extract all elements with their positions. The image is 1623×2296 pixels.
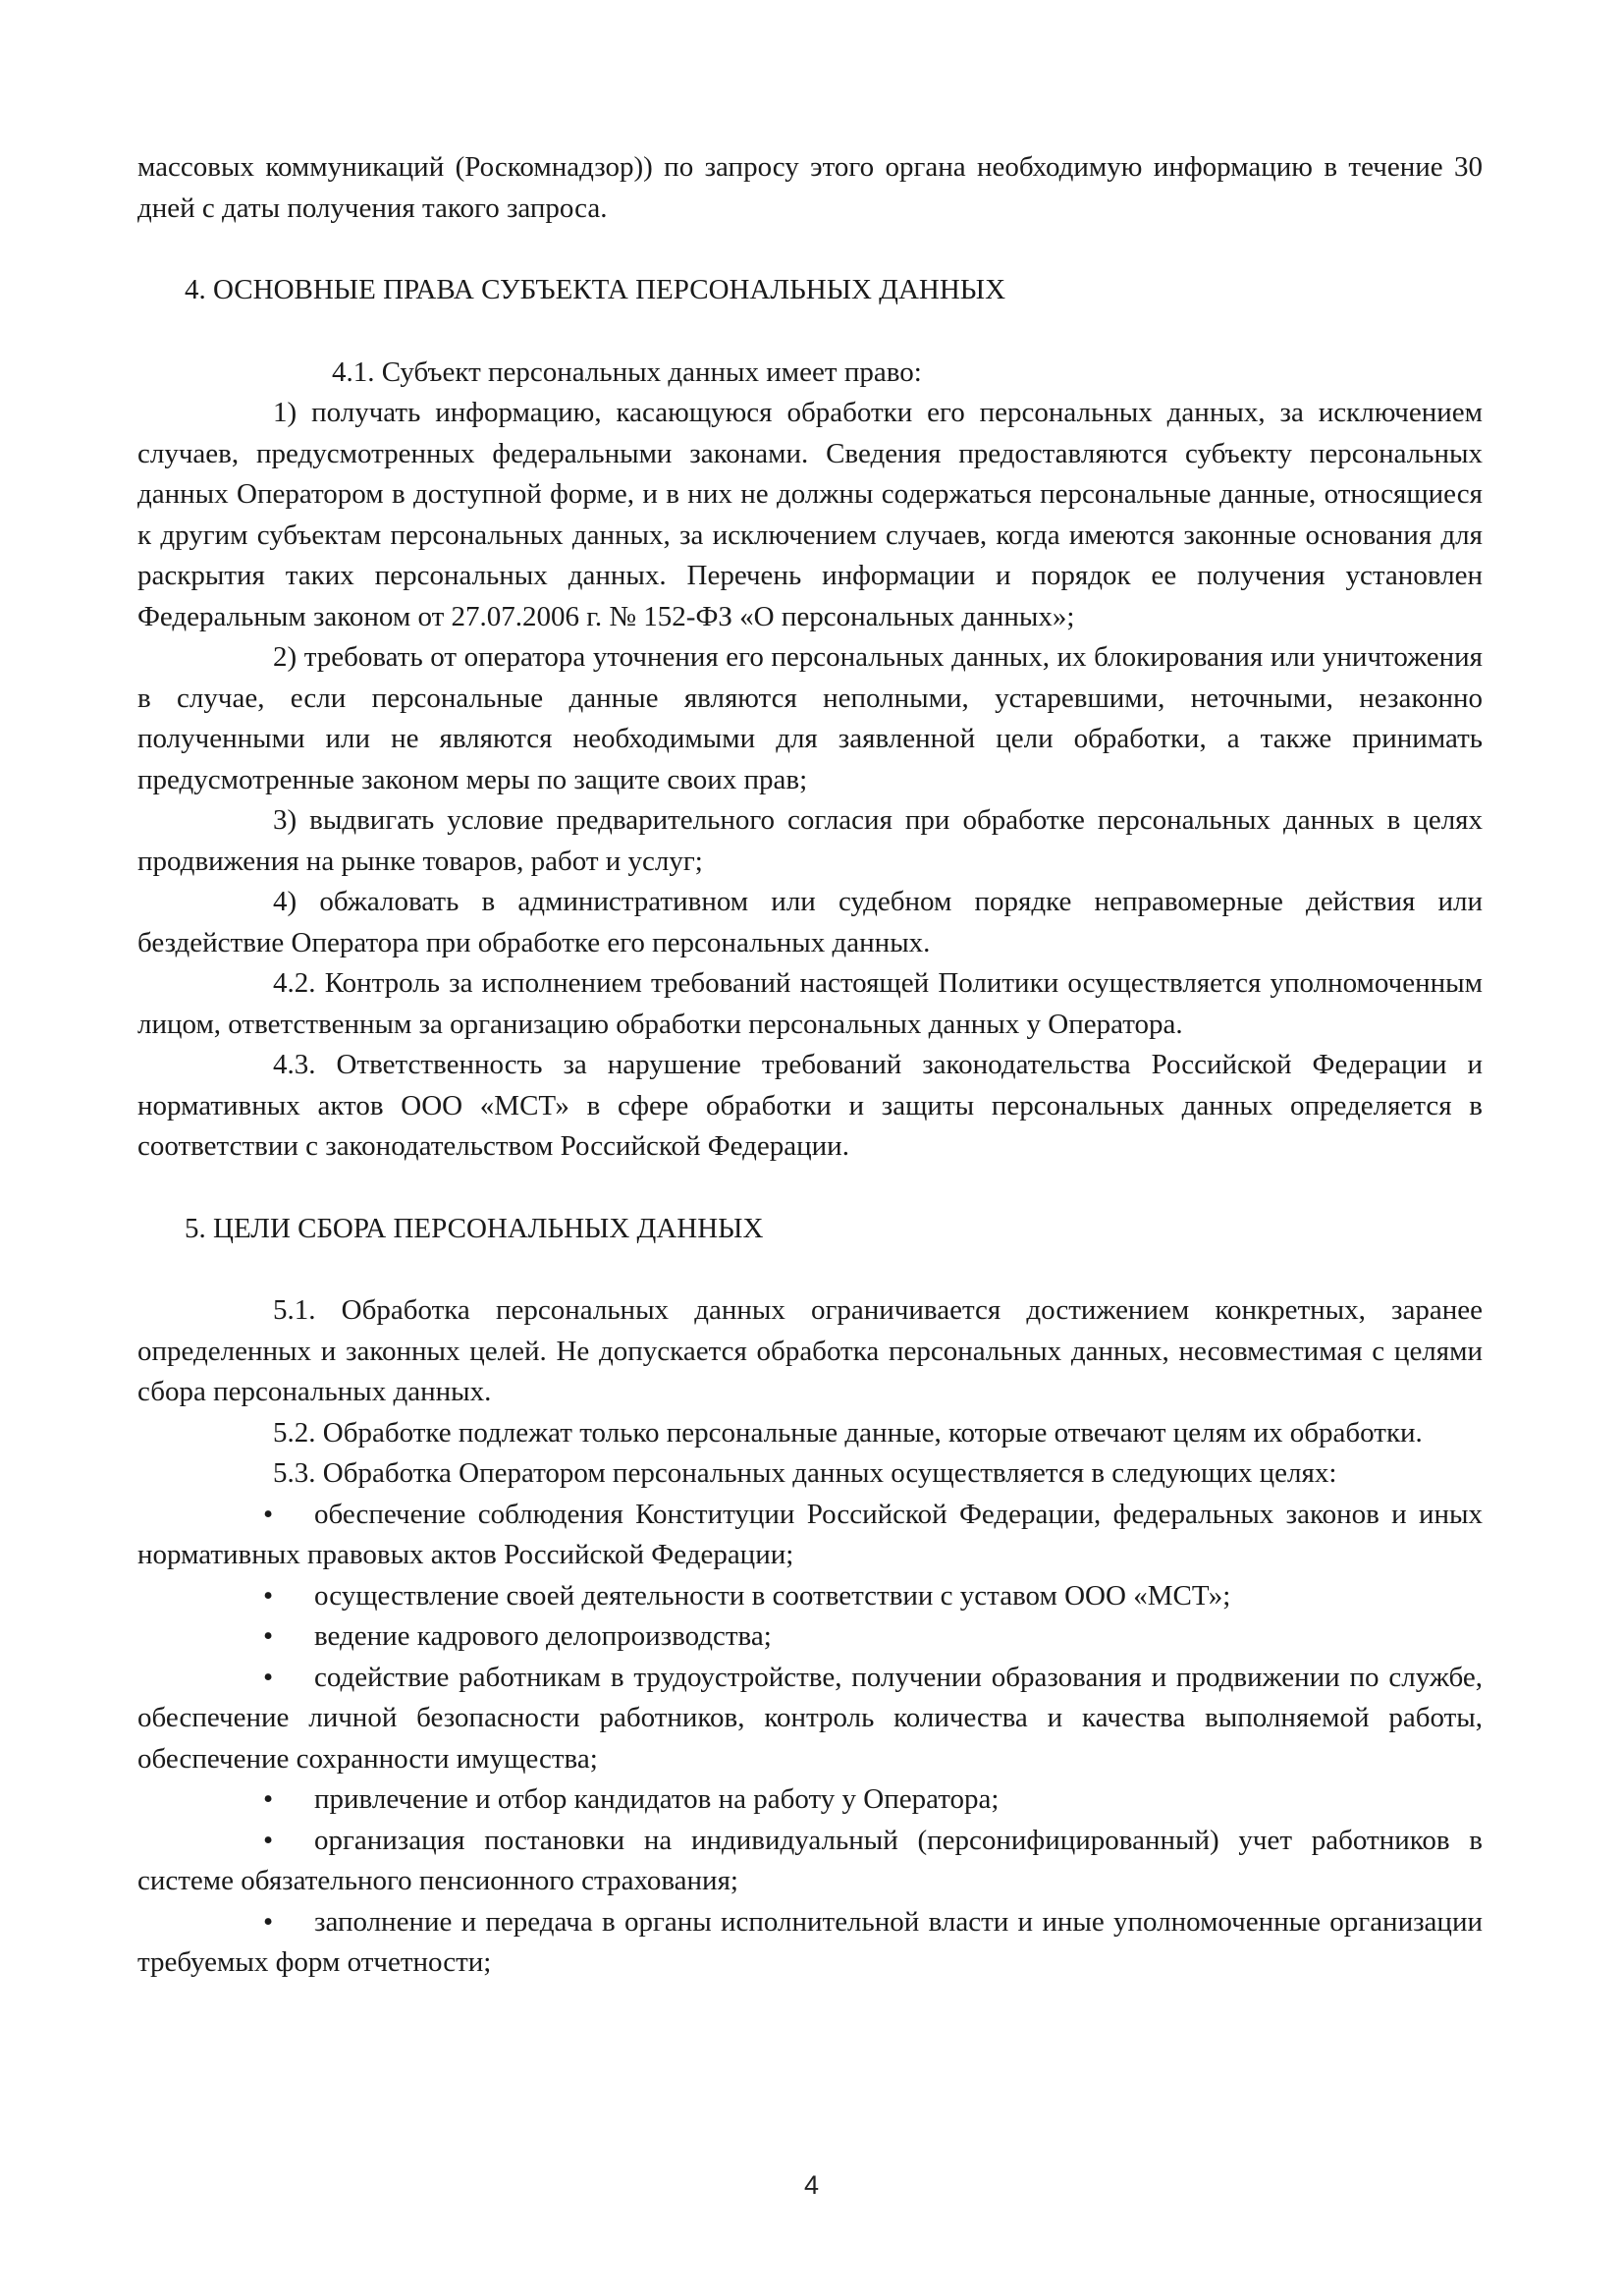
purpose-text: содействие работникам в трудоустройстве, получении образования и продвижении по службе, обеспечение личной безопасности работников, контроль количества и качества выполняемой работы, обеспечение сохранности имущества; — [137, 1661, 1483, 1775]
purpose-list-item — [137, 1495, 1483, 1576]
purpose-list-item — [137, 1902, 1483, 1984]
intro-paragraph: массовых коммуникаций (Роскомнадзор)) по запросу этого органа необходимую информацию в течение 30 дней с даты получения такого запроса. — [137, 151, 1483, 224]
section-4-heading: 4. ОСНОВНЫЕ ПРАВА СУБЪЕКТА ПЕРСОНАЛЬНЫХ ДАННЫХ — [185, 274, 1006, 305]
section-5-heading: 5. ЦЕЛИ СБОРА ПЕРСОНАЛЬНЫХ ДАННЫХ — [185, 1212, 764, 1244]
bullet-icon: • — [263, 1824, 274, 1856]
paragraph-5-1: 5.1. Обработка персональных данных ограничивается достижением конкретных, заранее определенных и законных целей. Не допускается обработка персональных данных, несовместимая с целями сбора персональных данных. — [137, 1294, 1483, 1407]
purpose-text: заполнение и передача в органы исполнительной власти и иные уполномоченные организации требуемых форм отчетности; — [137, 1905, 1483, 1978]
purpose-text: обеспечение соблюдения Конституции Российской Федерации, федеральных законов и иных нормативных правовых актов Российской Федерации; — [137, 1498, 1483, 1570]
purpose-text: организация постановки на индивидуальный (персонифицированный) учет работников в системе обязательного пенсионного страхования; — [137, 1824, 1483, 1896]
bullet-icon: • — [263, 1783, 274, 1815]
purpose-list-item — [137, 1821, 1483, 1902]
bullet-icon: • — [263, 1661, 274, 1693]
bullet-icon: • — [263, 1579, 274, 1612]
purpose-text: ведение кадрового делопроизводства; — [314, 1620, 772, 1652]
paragraph-4-1: 4.1. Субъект персональных данных имеет право: — [332, 355, 922, 388]
page-number: 4 — [803, 2170, 820, 2200]
rights-item-2: 2) требовать от оператора уточнения его персональных данных, их блокирования или уничтожения в случае, если персональные данные являются неполными, устаревшими, неточными, незаконно полученными или не являются необходимыми для заявленной цели обработки, а также принимать предусмотренные законом меры по защите своих прав; — [137, 641, 1483, 795]
rights-item-3: 3) выдвигать условие предварительного согласия при обработке персональных данных в целях продвижения на рынке товаров, работ и услуг; — [137, 804, 1483, 877]
purpose-text: осуществление своей деятельности в соответствии с уставом ООО «МСТ»; — [314, 1579, 1231, 1612]
bullet-icon: • — [263, 1498, 274, 1530]
paragraph-5-3: 5.3. Обработка Оператором персональных данных осуществляется в следующих целях: — [273, 1457, 1337, 1489]
purpose-list-item — [137, 1658, 1483, 1780]
document-page — [137, 147, 1483, 1984]
purpose-list-item — [137, 1616, 1483, 1658]
purpose-text: привлечение и отбор кандидатов на работу у Оператора; — [314, 1783, 1000, 1815]
paragraph-5-2: 5.2. Обработке подлежат только персональные данные, которые отвечают целям их обработки. — [273, 1416, 1423, 1449]
paragraph-4-3: 4.3. Ответственность за нарушение требований законодательства Российской Федерации и нормативных актов ООО «МСТ» в сфере обработки и защиты персональных данных определяется в соответствии с законодательством Российской Федерации. — [137, 1049, 1483, 1162]
rights-item-4: 4) обжаловать в административном или судебном порядке неправомерные действия или бездействие Оператора при обработке его персональных данных. — [137, 886, 1483, 958]
bullet-icon: • — [263, 1620, 274, 1652]
purpose-list-item — [137, 1576, 1483, 1617]
rights-item-1: 1) получать информацию, касающуюся обработки его персональных данных, за исключением случаев, предусмотренных федеральными законами. Сведения предоставляются субъекту персональных данных Оператором в доступной форме, и в них не должны содержаться персональные данные, относящиеся к другим субъектам персональных данных, за исключением случаев, когда имеются законные основания для раскрытия таких персональных данных. Перечень информации и порядок ее получения установлен Федеральным законом от 27.07.2006 г. № 152-ФЗ «О персональных данных»; — [137, 397, 1483, 632]
paragraph-4-2: 4.2. Контроль за исполнением требований настоящей Политики осуществляется уполномоченным лицом, ответственным за организацию обработки персональных данных у Оператора. — [137, 967, 1483, 1040]
bullet-icon: • — [263, 1905, 274, 1938]
purpose-list-item — [137, 1779, 1483, 1821]
